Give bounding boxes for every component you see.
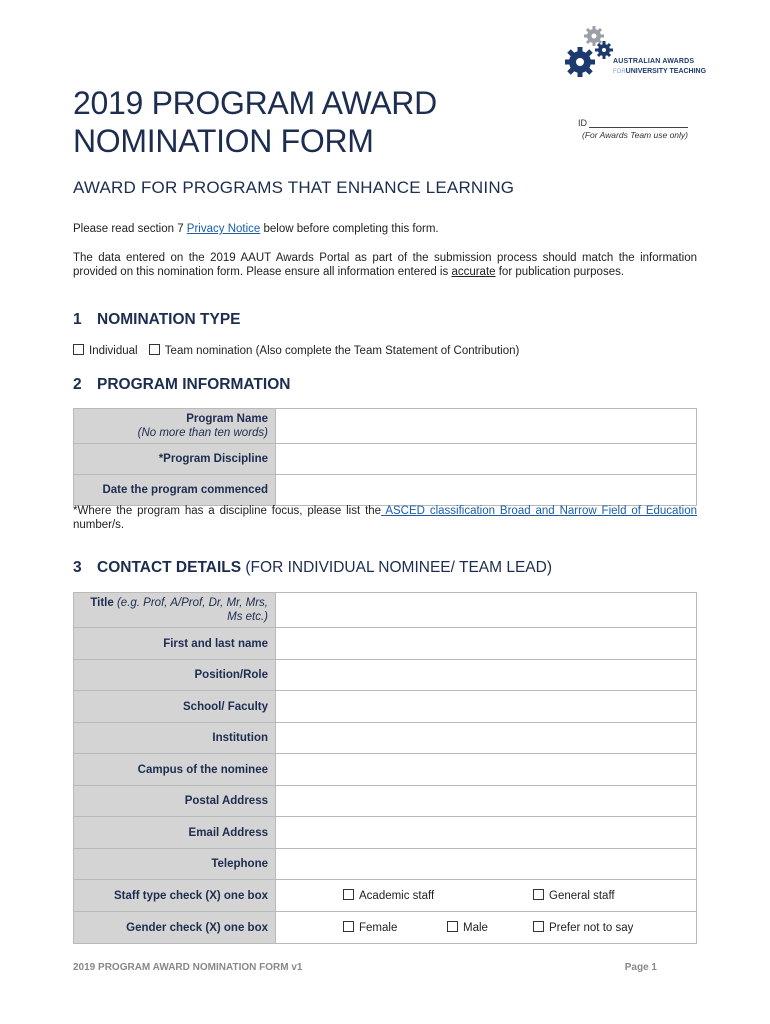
section-2-heading: 2 PROGRAM INFORMATION	[73, 376, 291, 393]
input-telephone[interactable]	[276, 849, 697, 880]
label-first-last-name: First and last name	[74, 628, 276, 660]
label-institution: Institution	[74, 723, 276, 754]
discipline-footnote: *Where the program has a discipline focus, please list the ASCED classification Broad and Narrow Field of Education number/s.	[73, 505, 697, 531]
program-information-table	[73, 408, 697, 506]
row-title	[74, 593, 697, 628]
input-position-role[interactable]	[276, 660, 697, 691]
label-program-discipline: *Program Discipline	[74, 444, 276, 475]
checkbox-team-nomination[interactable]	[149, 344, 160, 355]
label-telephone: Telephone	[74, 849, 276, 880]
row-program-discipline	[74, 444, 697, 475]
asced-classification-link[interactable]: ASCED classification Broad and Narrow Field of Education	[381, 505, 697, 517]
row-institution	[74, 723, 697, 754]
checkbox-prefer-not-to-say[interactable]	[533, 921, 544, 932]
row-gender	[74, 912, 697, 944]
label-position-role: Position/Role	[74, 660, 276, 691]
id-label: ID	[578, 118, 587, 128]
nomination-type-options	[73, 344, 527, 357]
option-general-staff[interactable]: General staff	[533, 889, 615, 902]
label-staff-type: Staff type check (X) one box	[74, 880, 276, 912]
footer-form-name: 2019 PROGRAM AWARD NOMINATION FORM v1	[73, 962, 303, 973]
id-note: (For Awards Team use only)	[582, 130, 688, 140]
label-email-address: Email Address	[74, 817, 276, 849]
option-individual[interactable]: Individual	[73, 345, 138, 357]
aaut-logo	[562, 24, 712, 88]
input-email-address[interactable]	[276, 817, 697, 849]
intro-paragraph-2: The data entered on the 2019 AAUT Awards Portal as part of the submission process should match the information provided on this nomination form. Please ensure all information entered is accurate for publication purposes.	[73, 252, 697, 278]
row-staff-type	[74, 880, 697, 912]
logo-line-2: FORUNIVERSITY TEACHING	[613, 68, 707, 75]
row-position	[74, 660, 697, 691]
option-team-nomination[interactable]: Team nomination (Also complete the Team Statement of Contribution)	[149, 345, 520, 357]
intro-paragraph-1: Please read section 7 Privacy Notice below before completing this form.	[73, 223, 439, 235]
checkbox-male[interactable]	[447, 921, 458, 932]
row-telephone	[74, 849, 697, 880]
page-footer	[73, 962, 657, 973]
input-school-faculty[interactable]	[276, 691, 697, 723]
award-subtitle: AWARD FOR PROGRAMS THAT ENHANCE LEARNING	[73, 178, 515, 197]
checkbox-general-staff[interactable]	[533, 889, 544, 900]
checkbox-academic-staff[interactable]	[343, 889, 354, 900]
label-title: Title (e.g. Prof, A/Prof, Dr, Mr, Mrs, Ms etc.)	[74, 593, 276, 628]
input-program-commenced[interactable]	[276, 475, 697, 506]
contact-details-table	[73, 592, 697, 944]
row-postal-address	[74, 786, 697, 817]
id-input-line[interactable]	[589, 119, 688, 128]
gears-icon	[562, 24, 614, 84]
staff-type-options	[276, 880, 697, 912]
gender-options	[276, 912, 697, 944]
row-email-address	[74, 817, 697, 849]
input-first-last-name[interactable]	[276, 628, 697, 660]
row-program-name	[74, 409, 697, 444]
option-academic-staff[interactable]: Academic staff	[343, 889, 533, 902]
privacy-notice-link[interactable]: Privacy Notice	[186, 223, 261, 235]
row-name	[74, 628, 697, 660]
input-postal-address[interactable]	[276, 786, 697, 817]
section-1-heading: 1 NOMINATION TYPE	[73, 311, 241, 328]
id-field	[578, 118, 688, 140]
label-postal-address: Postal Address	[74, 786, 276, 817]
label-program-name: Program Name (No more than ten words)	[74, 409, 276, 444]
input-program-name[interactable]	[276, 409, 697, 444]
label-campus: Campus of the nominee	[74, 754, 276, 786]
row-program-commenced	[74, 475, 697, 506]
logo-line-1: AUSTRALIAN AWARDS	[613, 58, 695, 65]
option-female[interactable]: Female	[343, 921, 447, 934]
input-institution[interactable]	[276, 723, 697, 754]
checkbox-individual[interactable]	[73, 344, 84, 355]
label-gender: Gender check (X) one box	[74, 912, 276, 944]
option-prefer-not-to-say[interactable]: Prefer not to say	[533, 921, 633, 934]
row-school	[74, 691, 697, 723]
option-male[interactable]: Male	[447, 921, 533, 934]
section-3-heading: 3 CONTACT DETAILS (FOR INDIVIDUAL NOMINEE/ TEAM LEAD)	[73, 559, 552, 576]
label-program-commenced: Date the program commenced	[74, 475, 276, 506]
input-title[interactable]	[276, 593, 697, 628]
checkbox-female[interactable]	[343, 921, 354, 932]
input-campus[interactable]	[276, 754, 697, 786]
footer-page-number: Page 1	[624, 962, 657, 973]
row-campus	[74, 754, 697, 786]
input-program-discipline[interactable]	[276, 444, 697, 475]
page-title: 2019 PROGRAM AWARD NOMINATION FORM	[73, 85, 437, 159]
label-school-faculty: School/ Faculty	[74, 691, 276, 723]
